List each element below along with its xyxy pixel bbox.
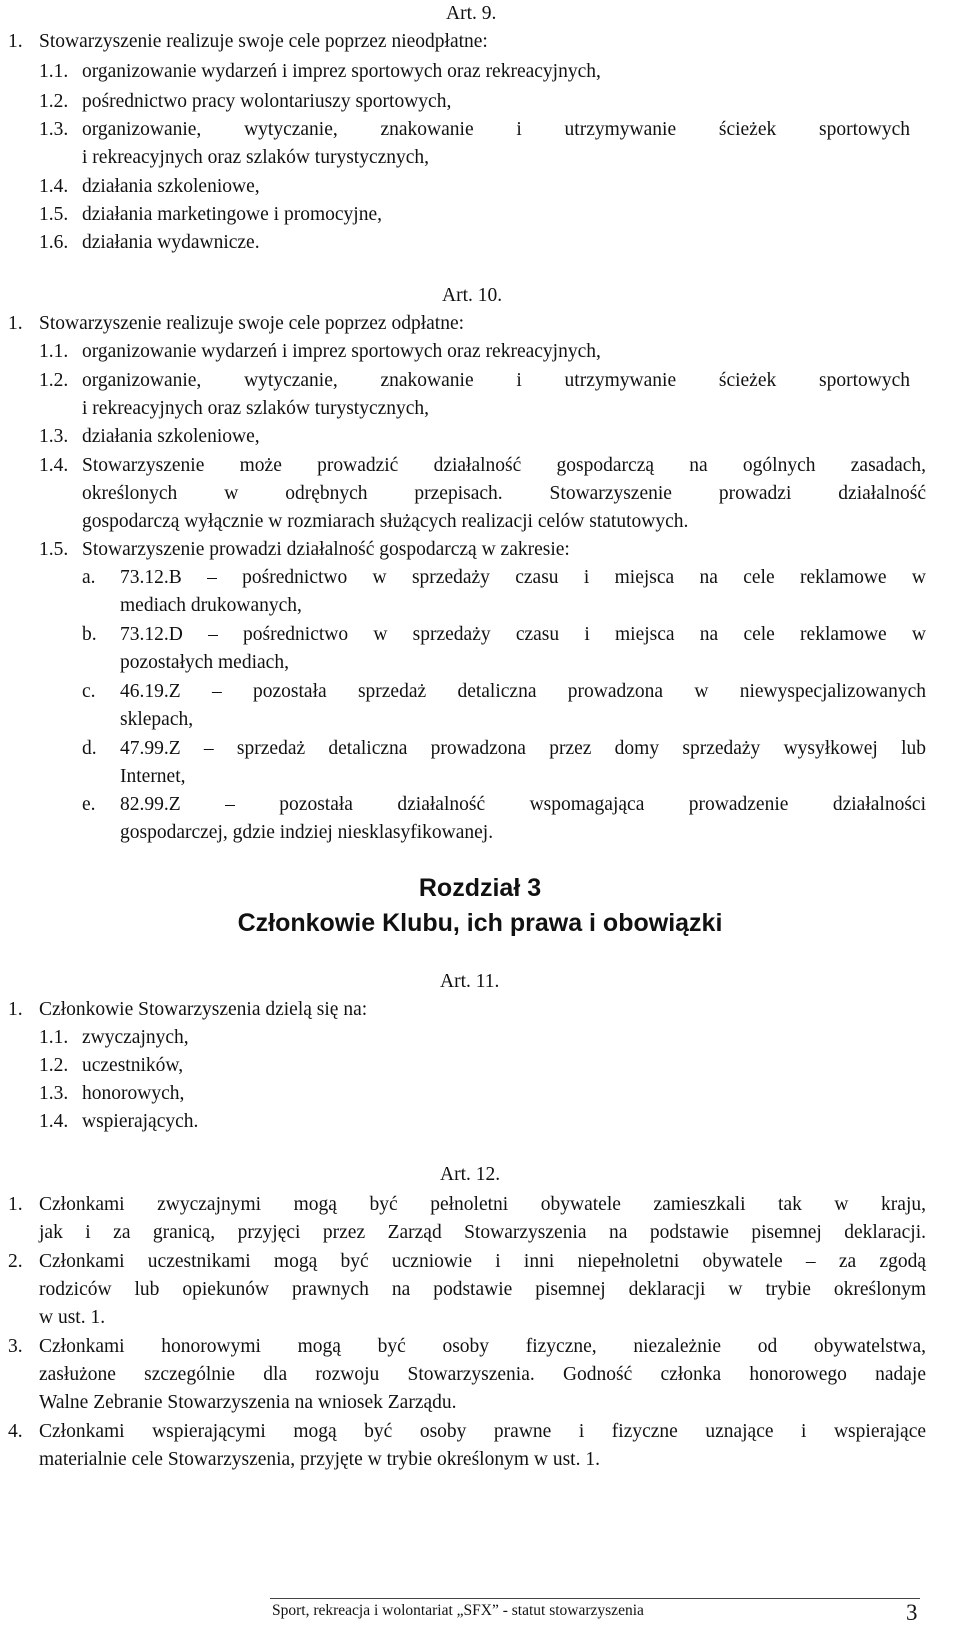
chapter-title: Rozdział 3 — [418, 874, 542, 902]
item-text: działania szkoleniowe, — [82, 426, 260, 447]
item-text: działania szkoleniowe, — [82, 176, 260, 197]
subitem-text-continuation: Internet, — [120, 766, 186, 787]
chapter-subtitle: Członkowie Klubu, ich prawa i obowiązki — [237, 909, 723, 937]
subitem-text: 82.99.Z – pozostała działalność wspomagająca prowadzenie działalności — [120, 794, 926, 815]
item-text: honorowych, — [82, 1083, 185, 1104]
subitem-text-continuation: mediach drukowanych, — [120, 595, 302, 616]
paragraph-number: 1. — [8, 999, 23, 1020]
subitem-letter: b. — [82, 624, 97, 645]
paragraph-number: 3. — [8, 1336, 23, 1357]
paragraph-text: Członkami wspierającymi mogą być osoby prawne i fizyczne uznające i wspierające — [39, 1421, 926, 1442]
item-text: Stowarzyszenie prowadzi działalność gospodarczą w zakresie: — [82, 539, 570, 560]
item-number: 1.4. — [39, 455, 69, 476]
item-number: 1.5. — [39, 204, 69, 225]
paragraph-text: Członkami zwyczajnymi mogą być pełnoletni obywatele zamieszkali tak w kraju, — [39, 1194, 926, 1215]
item-text: zwyczajnych, — [82, 1027, 189, 1048]
article-heading: Art. 9. — [446, 3, 497, 24]
item-text: pośrednictwo pracy wolontariuszy sportowych, — [82, 91, 452, 112]
page-number: 3 — [906, 1600, 918, 1625]
paragraph-text-continuation: w ust. 1. — [39, 1307, 106, 1328]
item-text: organizowanie wydarzeń i imprez sportowych oraz rekreacyjnych, — [82, 61, 601, 82]
item-number: 1.3. — [39, 1083, 69, 1104]
item-text: organizowanie, wytyczanie, znakowanie i utrzymywanie ścieżek sportowych — [82, 370, 910, 391]
item-text: organizowanie wydarzeń i imprez sportowych oraz rekreacyjnych, — [82, 341, 601, 362]
paragraph-text: Członkami honorowymi mogą być osoby fizyczne, niezależnie od obywatelstwa, — [39, 1336, 926, 1357]
paragraph-number: 1. — [8, 31, 23, 52]
item-number: 1.4. — [39, 176, 69, 197]
item-text: organizowanie, wytyczanie, znakowanie i utrzymywanie ścieżek sportowych — [82, 119, 910, 140]
subitem-letter: d. — [82, 738, 97, 759]
item-number: 1.1. — [39, 1027, 69, 1048]
subitem-letter: a. — [82, 567, 96, 588]
footer-text: Sport, rekreacja i wolontariat „SFX” - statut stowarzyszenia — [272, 1602, 644, 1619]
item-number: 1.2. — [39, 91, 69, 112]
paragraph-text: Członkowie Stowarzyszenia dzielą się na: — [39, 999, 368, 1020]
article-heading: Art. 12. — [440, 1164, 501, 1185]
item-text: działania wydawnicze. — [82, 232, 260, 253]
paragraph-text-continuation: Walne Zebranie Stowarzyszenia na wniosek Zarządu. — [39, 1392, 457, 1413]
item-number: 1.3. — [39, 119, 69, 140]
item-number: 1.2. — [39, 370, 69, 391]
item-text-continuation: i rekreacyjnych oraz szlaków turystycznych, — [82, 147, 430, 168]
article-heading: Art. 10. — [442, 285, 503, 306]
paragraph-text: Stowarzyszenie realizuje swoje cele poprzez nieodpłatne: — [39, 31, 488, 52]
subitem-letter: c. — [82, 681, 96, 702]
item-number: 1.2. — [39, 1055, 69, 1076]
subitem-letter: e. — [82, 794, 96, 815]
subitem-text: 73.12.B – pośrednictwo w sprzedaży czasu i miejsca na cele reklamowe w — [120, 567, 926, 588]
paragraph-number: 1. — [8, 313, 23, 334]
item-text: wspierających. — [82, 1111, 199, 1132]
item-number: 1.1. — [39, 341, 69, 362]
item-text: działania marketingowe i promocyjne, — [82, 204, 382, 225]
paragraph-text-continuation: jak i za granicą, przyjęci przez Zarząd Stowarzyszenia na podstawie pisemnej deklaracji. — [39, 1222, 926, 1243]
paragraph-number: 2. — [8, 1251, 23, 1272]
subitem-text-continuation: pozostałych mediach, — [120, 652, 289, 673]
paragraph-number: 4. — [8, 1421, 23, 1442]
item-text-continuation: i rekreacyjnych oraz szlaków turystycznych, — [82, 398, 430, 419]
footer-rule — [270, 1598, 920, 1599]
paragraph-text-continuation: rodziców lub opiekunów prawnych na podstawie pisemnej deklaracji w trybie określonym — [39, 1279, 926, 1300]
subitem-text: 47.99.Z – sprzedaż detaliczna prowadzona przez domy sprzedaży wysyłkowej lub — [120, 738, 926, 759]
item-number: 1.5. — [39, 539, 69, 560]
subitem-text: 73.12.D – pośrednictwo w sprzedaży czasu i miejsca na cele reklamowe w — [120, 624, 926, 645]
paragraph-text: Członkami uczestnikami mogą być uczniowie i inni niepełnoletni obywatele – za zgodą — [39, 1251, 926, 1272]
paragraph-text-continuation: materialnie cele Stowarzyszenia, przyjęte w trybie określonym w ust. 1. — [39, 1449, 600, 1470]
item-text: Stowarzyszenie może prowadzić działalność gospodarczą na ogólnych zasadach, — [82, 455, 926, 476]
paragraph-number: 1. — [8, 1194, 23, 1215]
item-number: 1.1. — [39, 61, 69, 82]
item-text-continuation: gospodarczą wyłącznie w rozmiarach służących realizacji celów statutowych. — [82, 511, 689, 532]
item-number: 1.3. — [39, 426, 69, 447]
paragraph-text: Stowarzyszenie realizuje swoje cele poprzez odpłatne: — [39, 313, 465, 334]
subitem-text-continuation: sklepach, — [120, 709, 194, 730]
article-heading: Art. 11. — [440, 971, 500, 992]
paragraph-text-continuation: zasłużone szczególnie dla rozwoju Stowarzyszenia. Godność członka honorowego nadaje — [39, 1364, 926, 1385]
subitem-text-continuation: gospodarczej, gdzie indziej niesklasyfikowanej. — [120, 822, 494, 843]
item-number: 1.6. — [39, 232, 69, 253]
item-text-continuation: określonych w odrębnych przepisach. Stowarzyszenie prowadzi działalność — [82, 483, 926, 504]
subitem-text: 46.19.Z – pozostała sprzedaż detaliczna prowadzona w niewyspecjalizowanych — [120, 681, 926, 702]
item-number: 1.4. — [39, 1111, 69, 1132]
item-text: uczestników, — [82, 1055, 184, 1076]
